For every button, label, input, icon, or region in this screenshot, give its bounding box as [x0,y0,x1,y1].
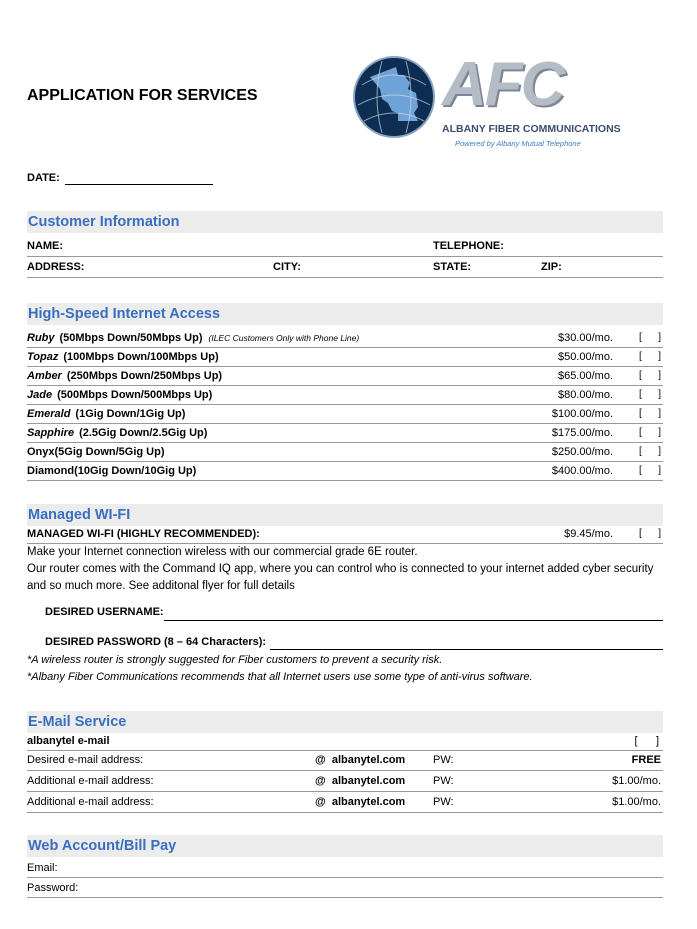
email-address-row[interactable] [27,751,663,771]
email-section-heading: E-Mail Service [27,711,663,733]
name-label: NAME: [27,240,64,252]
email-service-row[interactable] [27,732,663,751]
plan-checkbox[interactable]: [ ] [639,389,661,400]
afc-logo [352,50,622,155]
plan-row[interactable] [27,386,663,405]
email-row-label: Additional e-mail address: [27,775,154,787]
email-row-label: Additional e-mail address: [27,796,154,808]
plan-row[interactable] [27,405,663,424]
plan-speed: (2.5Gig Down/2.5Gig Up) [79,427,208,439]
name-row[interactable] [27,237,663,257]
plan-speed: (10Gig Down/10Gig Up) [74,465,197,477]
plan-row[interactable] [27,329,663,348]
internet-section-heading: High-Speed Internet Access [27,303,663,325]
plan-name: Emerald [27,408,71,420]
plan-price: $175.00/mo. [551,427,613,439]
plan-speed: (100Mbps Down/100Mbps Up) [63,351,219,363]
email-pw-label: PW: [433,775,454,787]
email-domain: @ albanytel.com [315,754,406,766]
plan-price: $50.00/mo. [557,351,613,363]
web-email-row[interactable] [27,859,663,878]
plan-price: $250.00/mo. [551,446,613,458]
state-label: STATE: [433,261,472,273]
wifi-checkbox[interactable]: [ ] [639,528,661,539]
email-address-row[interactable] [27,772,663,792]
password-field[interactable] [270,649,663,650]
logo-tagline: Powered by Albany Mutual Telephone [455,139,581,148]
plan-speed: (500Mbps Down/500Mbps Up) [57,389,213,401]
web-password-row[interactable] [27,879,663,898]
plan-row[interactable] [27,348,663,367]
wifi-note-2: *Albany Fiber Communications recommends that all Internet users use some type of anti-virus software. [27,671,533,683]
email-service-label: albanytel e-mail [27,735,110,747]
username-field[interactable] [164,620,663,621]
email-row-label: Desired e-mail address: [27,754,144,766]
plan-name: Diamond [27,465,75,477]
plan-checkbox[interactable]: [ ] [639,370,661,381]
wifi-row[interactable] [27,525,663,544]
email-price: $1.00/mo. [612,775,661,787]
plan-checkbox[interactable]: [ ] [639,465,661,476]
wifi-description-2: Our router comes with the Command IQ app, where you can control who is connected to your internet added cyber security and so much more. See additonal flyer for full details [27,563,654,592]
plan-price: $400.00/mo. [551,465,613,477]
plan-name: Ruby [27,332,55,344]
date-field[interactable] [65,184,213,185]
email-checkbox[interactable]: [ ] [634,735,659,747]
plan-name: Topaz [27,351,59,363]
wifi-description-1: Make your Internet connection wireless with our commercial grade 6E router. [27,546,418,558]
plan-row[interactable] [27,462,663,481]
wifi-section-heading: Managed WI-FI [27,504,663,526]
plan-name: Jade [27,389,53,401]
page-title: APPLICATION FOR SERVICES [27,87,258,104]
plan-checkbox[interactable]: [ ] [639,408,661,419]
plan-price: $100.00/mo. [551,408,613,420]
web-password-label: Password: [27,882,79,894]
zip-label: ZIP: [541,261,562,273]
wifi-price: $9.45/mo. [564,528,613,540]
wifi-label: MANAGED WI-FI (HIGHLY RECOMMENDED): [27,528,260,540]
email-price: $1.00/mo. [612,796,661,808]
plan-price: $30.00/mo. [557,332,613,344]
web-email-label: Email: [27,862,58,874]
customer-section-heading: Customer Information [27,211,663,233]
username-label: DESIRED USERNAME: [45,606,164,618]
wifi-note-1: *A wireless router is strongly suggested for Fiber customers to prevent a security risk. [27,654,443,666]
date-label: DATE: [27,172,60,184]
email-pw-label: PW: [433,796,454,808]
plan-checkbox[interactable]: [ ] [639,332,661,343]
plan-row[interactable] [27,443,663,462]
password-label: DESIRED PASSWORD (8 – 64 Characters): [45,636,267,648]
plan-speed: (250Mbps Down/250Mbps Up) [66,370,223,382]
web-section-heading: Web Account/Bill Pay [27,835,663,857]
address-row[interactable] [27,258,663,278]
plan-speed: (1Gig Down/1Gig Up) [75,408,186,420]
plan-checkbox[interactable]: [ ] [639,446,661,457]
plan-speed: (5Gig Down/5Gig Up) [54,446,165,458]
plan-name: Sapphire [27,427,75,439]
email-domain: @ albanytel.com [315,775,406,787]
plan-price: $65.00/mo. [557,370,613,382]
plan-name: Amber [27,370,62,382]
email-pw-label: PW: [433,754,454,766]
plan-note: (ILEC Customers Only with Phone Line) [208,333,360,343]
plan-name: Onyx [27,446,55,458]
city-label: CITY: [273,261,301,273]
logo-company-name: ALBANY FIBER COMMUNICATIONS [442,123,621,135]
plan-price: $80.00/mo. [557,389,613,401]
plan-checkbox[interactable]: [ ] [639,427,661,438]
address-label: ADDRESS: [27,261,85,273]
email-price: FREE [631,754,661,766]
plan-row[interactable] [27,424,663,443]
email-domain: @ albanytel.com [315,796,406,808]
email-address-row[interactable] [27,793,663,813]
logo-letters: AFC [442,50,564,119]
plan-speed: (50Mbps Down/50Mbps Up) [59,332,203,344]
plan-checkbox[interactable]: [ ] [639,351,661,362]
plan-row[interactable] [27,367,663,386]
telephone-label: TELEPHONE: [433,240,504,252]
